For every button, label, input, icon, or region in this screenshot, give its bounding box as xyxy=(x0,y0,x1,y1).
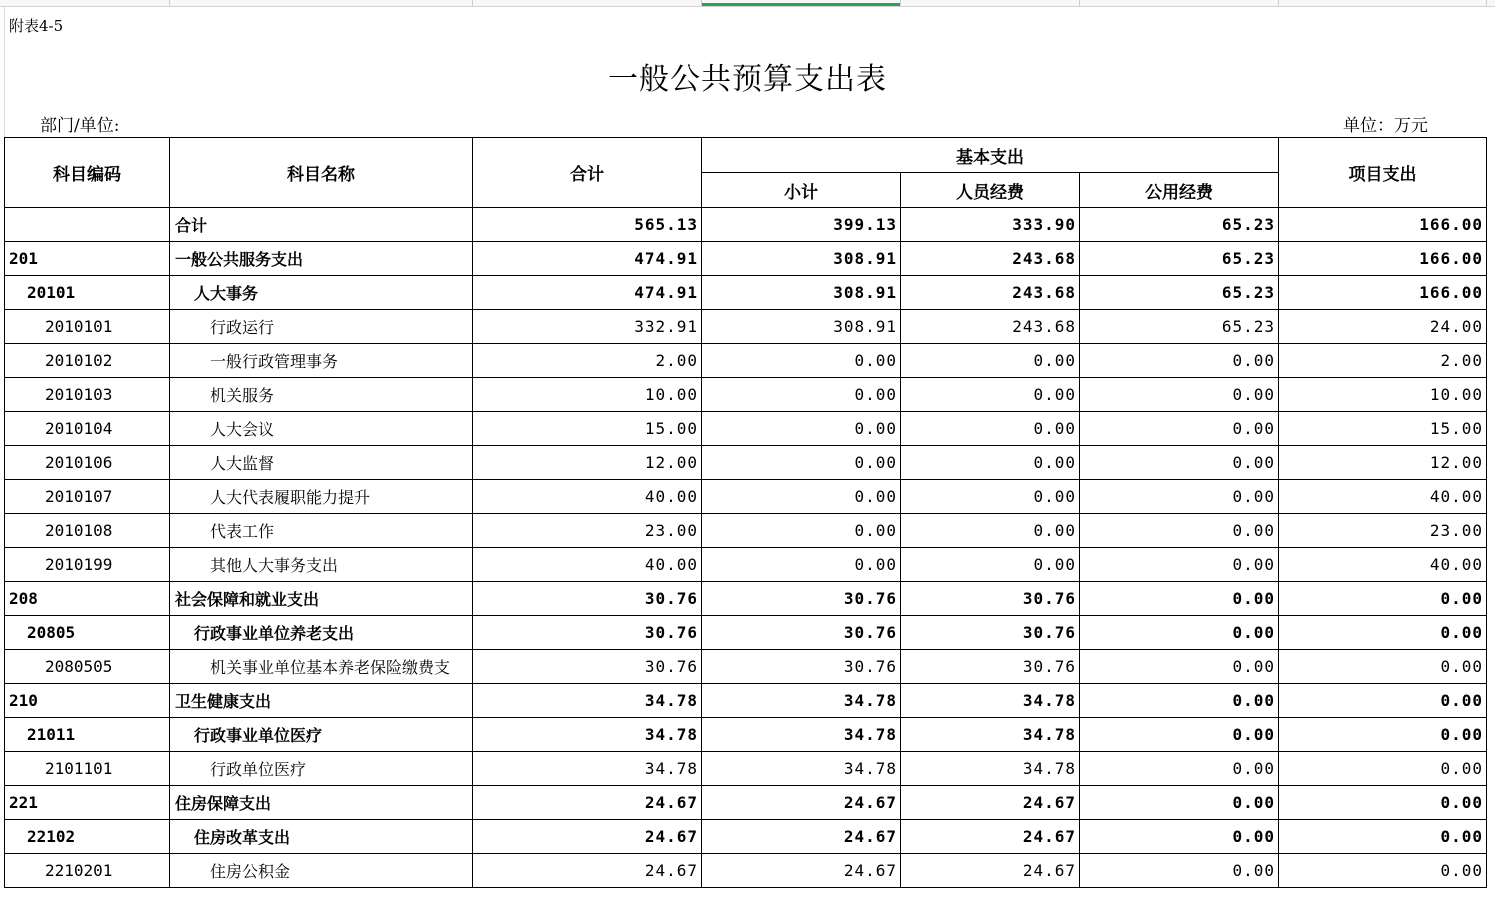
cell-subtotal[interactable]: 308.91 xyxy=(702,242,901,276)
cell-code[interactable]: 2010107 xyxy=(5,480,170,514)
cell-personnel[interactable]: 34.78 xyxy=(901,752,1080,786)
table-row[interactable] xyxy=(5,242,1487,276)
table-row[interactable] xyxy=(5,786,1487,820)
cell-subtotal[interactable]: 24.67 xyxy=(702,786,901,820)
cell-subtotal[interactable]: 308.91 xyxy=(702,276,901,310)
cell-subtotal[interactable]: 399.13 xyxy=(702,208,901,242)
cell-project[interactable]: 166.00 xyxy=(1279,242,1487,276)
cell-personnel[interactable]: 243.68 xyxy=(901,276,1080,310)
cell-public[interactable]: 0.00 xyxy=(1080,752,1279,786)
cell-project[interactable]: 0.00 xyxy=(1279,820,1487,854)
cell-personnel[interactable]: 34.78 xyxy=(901,684,1080,718)
table-row[interactable] xyxy=(5,480,1487,514)
cell-personnel[interactable]: 30.76 xyxy=(901,616,1080,650)
cell-total[interactable]: 15.00 xyxy=(473,412,702,446)
cell-personnel[interactable]: 0.00 xyxy=(901,412,1080,446)
cell-project[interactable]: 0.00 xyxy=(1279,752,1487,786)
column-divider xyxy=(169,0,170,6)
cell-project[interactable]: 2.00 xyxy=(1279,344,1487,378)
cell-total[interactable]: 10.00 xyxy=(473,378,702,412)
cell-public[interactable]: 0.00 xyxy=(1080,514,1279,548)
table-row[interactable] xyxy=(5,276,1487,310)
cell-total[interactable]: 34.78 xyxy=(473,684,702,718)
cell-total[interactable]: 30.76 xyxy=(473,650,702,684)
cell-project[interactable]: 40.00 xyxy=(1279,548,1487,582)
table-row[interactable] xyxy=(5,310,1487,344)
cell-subtotal[interactable]: 34.78 xyxy=(702,718,901,752)
cell-name[interactable]: 行政事业单位医疗 xyxy=(170,718,473,752)
cell-subtotal[interactable]: 0.00 xyxy=(702,446,901,480)
column-divider xyxy=(1079,0,1080,6)
cell-public[interactable]: 0.00 xyxy=(1080,854,1279,888)
cell-personnel[interactable]: 30.76 xyxy=(901,650,1080,684)
cell-subtotal[interactable]: 30.76 xyxy=(702,650,901,684)
header-public[interactable]: 公用经费 xyxy=(1080,173,1279,208)
cell-project[interactable]: 0.00 xyxy=(1279,854,1487,888)
cell-subtotal[interactable]: 34.78 xyxy=(702,752,901,786)
cell-name[interactable]: 行政运行 xyxy=(170,310,473,344)
cell-public[interactable]: 0.00 xyxy=(1080,548,1279,582)
selected-column-indicator xyxy=(701,3,901,6)
cell-public[interactable]: 0.00 xyxy=(1080,786,1279,820)
table-row[interactable] xyxy=(5,752,1487,786)
cell-code[interactable]: 201 xyxy=(5,242,170,276)
cell-public[interactable]: 0.00 xyxy=(1080,718,1279,752)
cell-subtotal[interactable]: 0.00 xyxy=(702,480,901,514)
cell-project[interactable]: 40.00 xyxy=(1279,480,1487,514)
cell-project[interactable]: 24.00 xyxy=(1279,310,1487,344)
cell-public[interactable]: 65.23 xyxy=(1080,242,1279,276)
cell-name[interactable]: 机关事业单位基本养老保险缴费支 xyxy=(170,650,473,684)
cell-personnel[interactable]: 0.00 xyxy=(901,514,1080,548)
cell-public[interactable]: 65.23 xyxy=(1080,310,1279,344)
budget-table xyxy=(4,137,1487,888)
cell-total[interactable]: 30.76 xyxy=(473,616,702,650)
header-personnel[interactable]: 人员经费 xyxy=(901,173,1080,208)
table-row[interactable] xyxy=(5,446,1487,480)
cell-total[interactable]: 24.67 xyxy=(473,820,702,854)
cell-name[interactable]: 机关服务 xyxy=(170,378,473,412)
cell-name[interactable]: 行政事业单位养老支出 xyxy=(170,616,473,650)
table-row[interactable] xyxy=(5,820,1487,854)
cell-total[interactable]: 40.00 xyxy=(473,548,702,582)
cell-subtotal[interactable]: 34.78 xyxy=(702,684,901,718)
table-row[interactable] xyxy=(5,718,1487,752)
cell-personnel[interactable]: 243.68 xyxy=(901,242,1080,276)
page-title: 一般公共预算支出表 xyxy=(608,62,887,97)
header-basic-expenditure[interactable]: 基本支出 xyxy=(702,138,1279,173)
cell-subtotal[interactable]: 24.67 xyxy=(702,854,901,888)
cell-subtotal[interactable]: 308.91 xyxy=(702,310,901,344)
cell-subtotal[interactable]: 0.00 xyxy=(702,548,901,582)
cell-code[interactable]: 20805 xyxy=(5,616,170,650)
cell-project[interactable]: 0.00 xyxy=(1279,684,1487,718)
cell-public[interactable]: 0.00 xyxy=(1080,378,1279,412)
appendix-label: 附表4-5 xyxy=(9,17,64,35)
cell-project[interactable]: 10.00 xyxy=(1279,378,1487,412)
cell-subtotal[interactable]: 24.67 xyxy=(702,820,901,854)
cell-public[interactable]: 0.00 xyxy=(1080,412,1279,446)
cell-code[interactable]: 2210201 xyxy=(5,854,170,888)
unit-label: 单位：万元 xyxy=(1343,116,1428,136)
cell-personnel[interactable]: 0.00 xyxy=(901,480,1080,514)
table-row[interactable] xyxy=(5,650,1487,684)
cell-name[interactable]: 人大代表履职能力提升 xyxy=(170,480,473,514)
table-row[interactable] xyxy=(5,616,1487,650)
cell-code[interactable]: 2010106 xyxy=(5,446,170,480)
cell-public[interactable]: 0.00 xyxy=(1080,820,1279,854)
cell-personnel[interactable]: 0.00 xyxy=(901,446,1080,480)
table-row[interactable] xyxy=(5,684,1487,718)
cell-name[interactable]: 社会保障和就业支出 xyxy=(170,582,473,616)
header-total[interactable]: 合计 xyxy=(473,138,702,208)
cell-name[interactable]: 住房改革支出 xyxy=(170,820,473,854)
cell-project[interactable]: 0.00 xyxy=(1279,616,1487,650)
cell-total[interactable]: 565.13 xyxy=(473,208,702,242)
cell-name[interactable]: 人大监督 xyxy=(170,446,473,480)
cell-total[interactable]: 474.91 xyxy=(473,242,702,276)
cell-personnel[interactable]: 0.00 xyxy=(901,378,1080,412)
header-project-expenditure[interactable]: 项目支出 xyxy=(1279,138,1487,208)
cell-name[interactable]: 住房公积金 xyxy=(170,854,473,888)
table-row[interactable] xyxy=(5,378,1487,412)
cell-total[interactable]: 24.67 xyxy=(473,786,702,820)
cell-subtotal[interactable]: 0.00 xyxy=(702,514,901,548)
cell-personnel[interactable]: 243.68 xyxy=(901,310,1080,344)
cell-project[interactable]: 15.00 xyxy=(1279,412,1487,446)
cell-code[interactable]: 2101101 xyxy=(5,752,170,786)
column-divider xyxy=(900,0,901,6)
cell-code[interactable]: 2010102 xyxy=(5,344,170,378)
cell-total[interactable]: 23.00 xyxy=(473,514,702,548)
cell-name[interactable]: 其他人大事务支出 xyxy=(170,548,473,582)
department-label: 部门/单位: xyxy=(40,116,120,136)
cell-project[interactable]: 23.00 xyxy=(1279,514,1487,548)
cell-total[interactable]: 24.67 xyxy=(473,854,702,888)
cell-subtotal[interactable]: 0.00 xyxy=(702,412,901,446)
cell-personnel[interactable]: 34.78 xyxy=(901,718,1080,752)
cell-project[interactable]: 0.00 xyxy=(1279,650,1487,684)
cell-project[interactable]: 12.00 xyxy=(1279,446,1487,480)
cell-total[interactable]: 474.91 xyxy=(473,276,702,310)
cell-public[interactable]: 0.00 xyxy=(1080,344,1279,378)
cell-name[interactable]: 人大事务 xyxy=(170,276,473,310)
cell-public[interactable]: 65.23 xyxy=(1080,208,1279,242)
cell-project[interactable]: 0.00 xyxy=(1279,582,1487,616)
header-name[interactable]: 科目名称 xyxy=(170,138,473,208)
cell-code[interactable] xyxy=(5,208,170,242)
cell-code[interactable]: 210 xyxy=(5,684,170,718)
cell-public[interactable]: 0.00 xyxy=(1080,480,1279,514)
header-code[interactable]: 科目编码 xyxy=(5,138,170,208)
table-row[interactable] xyxy=(5,208,1487,242)
column-divider xyxy=(1278,0,1279,6)
table-row[interactable] xyxy=(5,548,1487,582)
cell-total[interactable]: 34.78 xyxy=(473,752,702,786)
cell-public[interactable]: 0.00 xyxy=(1080,616,1279,650)
cell-project[interactable]: 0.00 xyxy=(1279,786,1487,820)
cell-name[interactable]: 人大会议 xyxy=(170,412,473,446)
cell-personnel[interactable]: 24.67 xyxy=(901,786,1080,820)
cell-code[interactable]: 2080505 xyxy=(5,650,170,684)
cell-project[interactable]: 166.00 xyxy=(1279,208,1487,242)
cell-personnel[interactable]: 0.00 xyxy=(901,344,1080,378)
cell-code[interactable]: 2010104 xyxy=(5,412,170,446)
cell-personnel[interactable]: 30.76 xyxy=(901,582,1080,616)
cell-code[interactable]: 2010108 xyxy=(5,514,170,548)
cell-code[interactable]: 2010101 xyxy=(5,310,170,344)
header-subtotal[interactable]: 小计 xyxy=(702,173,901,208)
cell-name[interactable]: 行政单位医疗 xyxy=(170,752,473,786)
column-divider xyxy=(701,0,702,6)
cell-code[interactable]: 21011 xyxy=(5,718,170,752)
column-divider xyxy=(472,0,473,6)
cell-name[interactable]: 一般行政管理事务 xyxy=(170,344,473,378)
cell-name[interactable]: 住房保障支出 xyxy=(170,786,473,820)
table-row[interactable] xyxy=(5,344,1487,378)
cell-project[interactable]: 0.00 xyxy=(1279,718,1487,752)
cell-name[interactable]: 一般公共服务支出 xyxy=(170,242,473,276)
cell-public[interactable]: 65.23 xyxy=(1080,276,1279,310)
cell-personnel[interactable]: 0.00 xyxy=(901,548,1080,582)
cell-total[interactable]: 30.76 xyxy=(473,582,702,616)
cell-personnel[interactable]: 24.67 xyxy=(901,854,1080,888)
cell-code[interactable]: 20101 xyxy=(5,276,170,310)
cell-code[interactable]: 2010103 xyxy=(5,378,170,412)
table-row[interactable] xyxy=(5,514,1487,548)
cell-code[interactable]: 208 xyxy=(5,582,170,616)
cell-subtotal[interactable]: 30.76 xyxy=(702,582,901,616)
cell-personnel[interactable]: 333.90 xyxy=(901,208,1080,242)
table-row[interactable] xyxy=(5,412,1487,446)
cell-code[interactable]: 221 xyxy=(5,786,170,820)
cell-name[interactable]: 卫生健康支出 xyxy=(170,684,473,718)
table-body xyxy=(5,208,1487,888)
cell-personnel[interactable]: 24.67 xyxy=(901,820,1080,854)
cell-subtotal[interactable]: 0.00 xyxy=(702,378,901,412)
table-row[interactable] xyxy=(5,582,1487,616)
cell-public[interactable]: 0.00 xyxy=(1080,684,1279,718)
column-divider xyxy=(1486,0,1487,6)
cell-total[interactable]: 2.00 xyxy=(473,344,702,378)
cell-public[interactable]: 0.00 xyxy=(1080,650,1279,684)
cell-total[interactable]: 40.00 xyxy=(473,480,702,514)
cell-total[interactable]: 34.78 xyxy=(473,718,702,752)
cell-code[interactable]: 22102 xyxy=(5,820,170,854)
column-header-strip[interactable] xyxy=(0,0,1495,7)
cell-name[interactable]: 代表工作 xyxy=(170,514,473,548)
cell-subtotal[interactable]: 30.76 xyxy=(702,616,901,650)
table-row[interactable] xyxy=(5,854,1487,888)
cell-public[interactable]: 0.00 xyxy=(1080,582,1279,616)
cell-name[interactable]: 合计 xyxy=(170,208,473,242)
cell-public[interactable]: 0.00 xyxy=(1080,446,1279,480)
cell-total[interactable]: 332.91 xyxy=(473,310,702,344)
cell-total[interactable]: 12.00 xyxy=(473,446,702,480)
cell-project[interactable]: 166.00 xyxy=(1279,276,1487,310)
cell-code[interactable]: 2010199 xyxy=(5,548,170,582)
cell-subtotal[interactable]: 0.00 xyxy=(702,344,901,378)
